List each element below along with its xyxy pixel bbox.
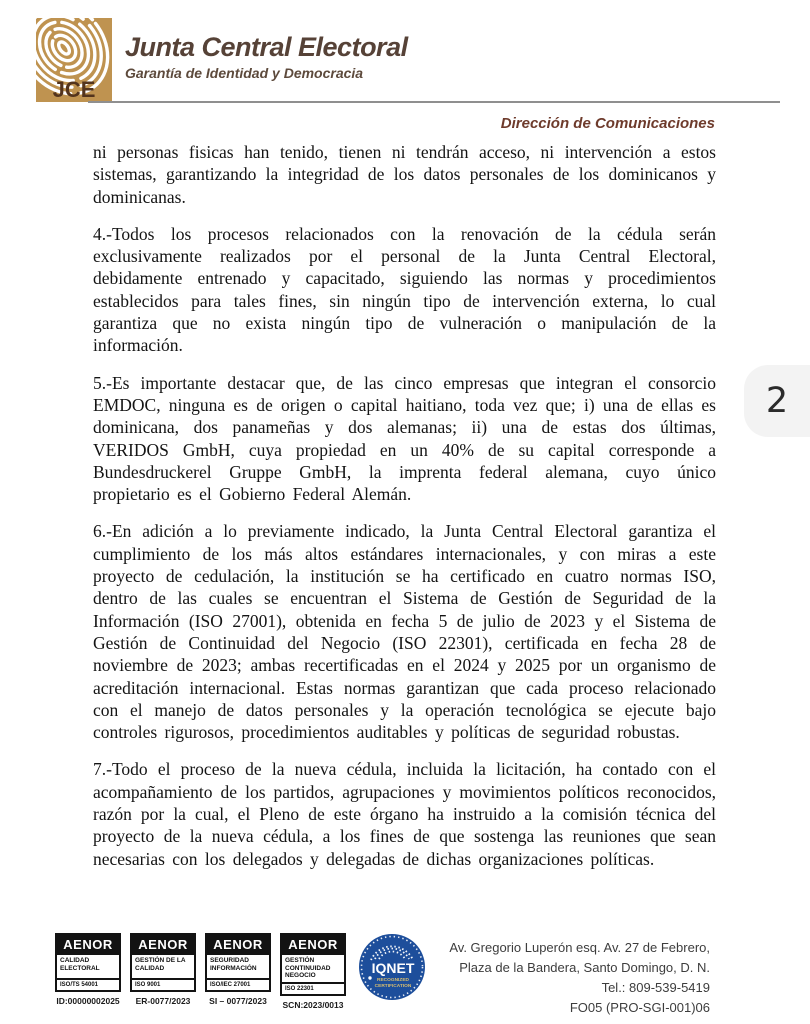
iqnet-logo [358,933,426,1006]
body-paragraph: 6.-En adición a lo previamente indicado, la Junta Central Electoral garantiza el cumplimiento de los más altos estándares internacionales, y con miras a este proyecto de cedulación, la institución se ha certificado en cuatro normas ISO, dentro de las cuales se encuentran el Sistema de Gestión de Seguridad de la Información (ISO 27001), obtenida en fecha 5 de julio de 2023 y el Sistema de Gestión de Continuidad del Negocio (ISO 22301), certificada en fecha 28 de noviembre de 2023; ambas recertificadas en el 2024 y 2025 por un organismo de acreditación internacional. Estas normas garantizan que cada proceso relacionado con el manejo de datos personales y la operación tecnológica se ejecute bajo controles rigurosos, procedimientos auditables y políticas de seguridad robustas. [93,521,716,743]
page-number: 2 [765,381,789,421]
aenor-standard: ISO 22301 [282,984,344,994]
aenor-brand-text: AENOR [138,937,188,952]
aenor-cert-calidad-electoral [55,933,121,1006]
address-line: Av. Gregorio Luperón esq. Av. 27 de Febrero, [449,940,710,955]
address-line: Tel.: 809-539-5419 [601,980,710,995]
address-line: Plaza de la Bandera, Santo Domingo, D. N. [459,960,710,975]
aenor-cert-id: SI – 0077/2023 [209,996,267,1006]
aenor-brand-text: AENOR [288,937,338,952]
aenor-category: GESTIÓN DE LA CALIDAD [132,955,194,978]
aenor-logo [130,933,196,992]
org-title: Junta Central Electoral [125,32,408,62]
aenor-category: CALIDAD ELECTORAL [57,955,119,978]
aenor-brand-text: AENOR [63,937,113,952]
org-subtitle: Garantía de Identidad y Democracia [125,65,364,81]
aenor-cert-seguridad-informacion [205,933,271,1006]
aenor-cert-id: ER-0077/2023 [135,996,191,1006]
aenor-standard: ISO/TS 54001 [57,980,119,990]
header-divider [88,101,780,103]
body-paragraph: ni personas fisicas han tenido, tienen ni tendrán acceso, ni intervención a estos sistemas, garantizando la integridad de los datos personales de los dominicanos y dominicanas. [93,142,716,207]
body-paragraph: 4.-Todos los procesos relacionados con la renovación de la cédula serán exclusivamente realizados por el personal de la Junta Central Electoral, debidamente entrenado y capacitado, siguiendo las normas y procedimientos establecidos para tales fines, sin ningún tipo de intervención externa, lo cual garantiza que no exista ningún tipo de vulneración o manipulación de la información. [93,223,716,356]
document-body [93,141,716,885]
aenor-cert-id: SCN:2023/0013 [282,999,344,1010]
header [36,18,408,102]
aenor-cert-gestion-calidad [130,933,196,1006]
aenor-logo [280,933,346,996]
footer [55,933,710,1018]
iqnet-tagline-2: CERTIFICATION [374,984,412,989]
jce-fingerprint-logo [36,18,112,102]
page-number-tab [744,365,810,437]
jce-logo-text: JCE [52,77,96,102]
body-paragraph: 7.-Todo el proceso de la nueva cédula, incluida la licitación, ha contado con el acompañamiento de los partidos, agrupaciones y movimientos políticos reconocidos, razón por la cual, el Pleno de este órgano ha instruido a la comisión técnica del proyecto de la nueva cédula, a los fines de que sostenga las reuniones que sean necesarias con los delegados y delegadas de dichas organizaciones políticas. [93,759,716,869]
iqnet-text: IQNET [371,960,415,976]
iqnet-tagline-1: RECOGNIZED [377,978,409,983]
brand-block [125,18,408,81]
aenor-brand-text: AENOR [213,937,263,952]
aenor-logo [205,933,271,992]
body-paragraph: 5.-Es importante destacar que, de las cinco empresas que integran el consorcio EMDOC, ninguna es de origen o capital haitiano, toda vez que; i) una de ellas es dominicana, dos panameñas y dos alemanas; ii) una de estas dos últimas, VERIDOS GmbH, cuya propiedad en un 40% de su capital corresponde a Bundesdruckerel Gruppe GmbH, la imprenta federal alemana, cuyo único propietario es el Gobierno Federal Alemán. [93,372,716,505]
aenor-standard: ISO/IEC 27001 [207,980,269,990]
aenor-standard: ISO 9001 [132,980,194,990]
aenor-logo [55,933,121,992]
footer-address [449,933,710,1018]
address-line: FO05 (PRO-SGI-001)06 [569,1000,710,1015]
aenor-category: SEGURIDAD INFORMACIÓN [207,955,269,978]
aenor-cert-id: ID:00000002025 [56,996,120,1006]
aenor-cert-continuidad-negocio [280,933,346,1010]
department-label: Dirección de Comunicaciones [500,115,715,132]
aenor-category: GESTIÓN CONTINUIDAD NEGOCIO [282,955,344,982]
certification-logos [55,933,426,1010]
